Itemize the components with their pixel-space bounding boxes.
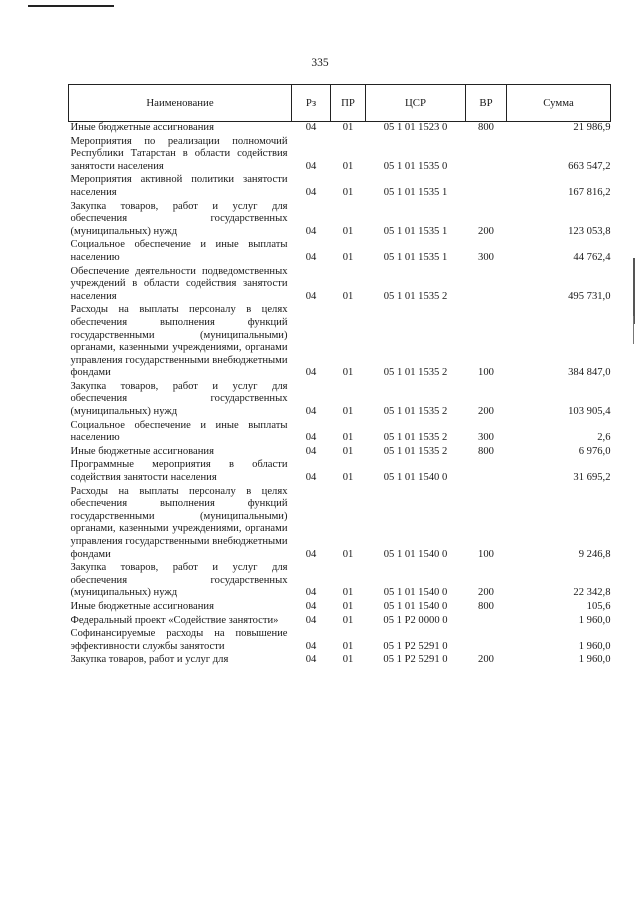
cell-rz: 04 [305, 472, 317, 484]
cell-pr: 01 [342, 600, 354, 612]
cell-csr: 05 1 01 1535 2 [383, 445, 448, 457]
cell-vr: 100 [478, 548, 494, 560]
page-number: 335 [311, 57, 329, 69]
cell-name: Расходы на выплаты персоналу в целях обеспечения выполнения функций государственными (муниципальными) органами, казенными учреждениями, органами управления государственными внебюджетными фондами [70, 485, 288, 560]
cell-sum: 44 762,4 [573, 251, 611, 263]
cell-pr: 01 [342, 225, 354, 237]
cell-rz: 04 [305, 600, 317, 612]
table-row [69, 174, 611, 200]
cell-name: Мероприятия по реализации полномочий Республики Татарстан в области содействия занятости населения [70, 135, 288, 172]
cell-vr: 800 [478, 122, 494, 133]
cell-name: Обеспечение деятельности подведомственных учреждений в области содействия занятости населения [70, 265, 288, 302]
cell-rz: 04 [305, 432, 317, 444]
cell-rz: 04 [305, 225, 317, 237]
table-row [69, 304, 611, 381]
table-row [69, 136, 611, 175]
cell-name: Социальное обеспечение и иные выплаты населению [70, 239, 288, 263]
cell-sum: 384 847,0 [568, 367, 611, 379]
cell-name: Иные бюджетные ассигнования [70, 122, 214, 133]
cell-pr: 01 [342, 548, 354, 560]
cell-rz: 04 [305, 640, 317, 652]
cell-sum: 167 816,2 [568, 186, 611, 198]
cell-csr: 05 1 01 1535 2 [383, 290, 448, 302]
cell-rz: 04 [305, 367, 317, 379]
cell-pr: 01 [342, 614, 354, 626]
cell-csr: 05 1 01 1535 1 [383, 251, 448, 263]
table-row [69, 615, 611, 629]
cell-name: Закупка товаров, работ и услуг для обеспечения государственных (муниципальных) нужд [70, 200, 288, 237]
cell-sum: 663 547,2 [568, 160, 611, 172]
cell-csr: 05 1 01 1540 0 [383, 600, 448, 612]
table-body [69, 122, 611, 668]
header-csr: ЦСР [366, 85, 466, 122]
cell-pr: 01 [342, 472, 354, 484]
cell-vr: 800 [478, 445, 494, 457]
cell-vr: 300 [478, 251, 494, 263]
scan-margin-mark [633, 316, 634, 344]
cell-rz: 04 [305, 614, 317, 626]
cell-vr [466, 136, 507, 175]
top-rule [28, 5, 114, 7]
table-row [69, 201, 611, 240]
cell-rz: 04 [305, 548, 317, 560]
header-vr: ВР [466, 85, 507, 122]
cell-csr: 05 1 P2 0000 0 [383, 614, 448, 626]
cell-vr [466, 628, 507, 654]
cell-name: Софинансируемые расходы на повышение эффективности службы занятости [70, 628, 288, 652]
cell-name: Закупка товаров, работ и услуг для [70, 654, 229, 666]
cell-rz: 04 [305, 290, 317, 302]
cell-pr: 01 [342, 186, 354, 198]
table-row [69, 420, 611, 446]
cell-csr: 05 1 01 1535 2 [383, 406, 448, 418]
cell-rz: 04 [305, 186, 317, 198]
table-row [69, 601, 611, 615]
table-row [69, 446, 611, 460]
cell-name: Мероприятия активной политики занятости населения [70, 174, 288, 198]
cell-name: Расходы на выплаты персоналу в целях обеспечения выполнения функций государственными (муниципальными) органами, казенными учреждениями, органами управления государственными внебюджетными фондами [70, 304, 288, 379]
cell-pr: 01 [342, 122, 354, 133]
cell-csr: 05 1 01 1540 0 [383, 472, 448, 484]
cell-rz: 04 [305, 654, 317, 666]
table-row [69, 239, 611, 265]
cell-csr: 05 1 01 1535 2 [383, 432, 448, 444]
cell-rz: 04 [305, 445, 317, 457]
cell-pr: 01 [342, 406, 354, 418]
cell-sum: 21 986,9 [573, 122, 611, 133]
table-row [69, 486, 611, 563]
cell-name: Иные бюджетные ассигнования [70, 445, 214, 457]
header-name: Наименование [69, 85, 292, 122]
budget-table [68, 84, 611, 668]
cell-csr: 05 1 01 1535 0 [383, 160, 448, 172]
table-row [69, 628, 611, 654]
cell-sum: 123 053,8 [568, 225, 611, 237]
cell-rz: 04 [305, 406, 317, 418]
cell-rz: 04 [305, 122, 317, 133]
table-row [69, 122, 611, 136]
table-header [69, 85, 611, 122]
cell-pr: 01 [342, 251, 354, 263]
cell-pr: 01 [342, 640, 354, 652]
cell-rz: 04 [305, 251, 317, 263]
cell-vr: 200 [478, 406, 494, 418]
table-row [69, 562, 611, 601]
cell-rz: 04 [305, 160, 317, 172]
cell-name: Закупка товаров, работ и услуг для обеспечения государственных (муниципальных) нужд [70, 380, 288, 418]
cell-vr [466, 174, 507, 200]
table-row [69, 266, 611, 305]
cell-sum: 103 905,4 [568, 406, 611, 418]
cell-csr: 05 1 01 1535 1 [383, 186, 448, 198]
cell-sum: 1 960,0 [578, 640, 611, 652]
cell-sum: 31 695,2 [573, 472, 611, 484]
cell-vr: 100 [478, 367, 494, 379]
cell-sum: 1 960,0 [578, 614, 611, 626]
cell-sum: 22 342,8 [573, 587, 611, 599]
cell-csr: 05 1 01 1535 1 [383, 225, 448, 237]
cell-name: Социальное обеспечение и иные выплаты населению [70, 419, 288, 444]
cell-csr: 05 1 01 1540 0 [383, 548, 448, 560]
cell-csr: 05 1 P2 5291 0 [383, 640, 448, 652]
cell-name: Программные мероприятия в области содействия занятости населения [70, 459, 288, 484]
cell-vr: 800 [478, 600, 494, 612]
cell-pr: 01 [342, 587, 354, 599]
cell-pr: 01 [342, 432, 354, 444]
cell-pr: 01 [342, 160, 354, 172]
table-row [69, 459, 611, 485]
cell-sum: 9 246,8 [578, 548, 611, 560]
cell-sum: 6 976,0 [578, 445, 611, 457]
cell-name: Иные бюджетные ассигнования [70, 600, 214, 612]
scan-margin-mark [633, 258, 635, 324]
header-pr: ПР [331, 85, 366, 122]
table-row [69, 381, 611, 420]
cell-pr: 01 [342, 654, 354, 666]
cell-csr: 05 1 01 1540 0 [383, 587, 448, 599]
cell-pr: 01 [342, 290, 354, 302]
cell-csr: 05 1 01 1523 0 [383, 122, 448, 133]
cell-sum: 495 731,0 [568, 290, 611, 302]
cell-vr [466, 266, 507, 305]
cell-vr [466, 459, 507, 485]
cell-vr: 200 [478, 225, 494, 237]
cell-pr: 01 [342, 367, 354, 379]
table-row [69, 654, 611, 668]
cell-vr: 200 [478, 587, 494, 599]
cell-vr: 200 [478, 654, 494, 666]
cell-rz: 04 [305, 587, 317, 599]
cell-pr: 01 [342, 445, 354, 457]
header-rz: Рз [292, 85, 331, 122]
cell-csr: 05 1 01 1535 2 [383, 367, 448, 379]
cell-sum: 105,6 [586, 600, 611, 612]
cell-sum: 2,6 [597, 432, 611, 444]
cell-vr [466, 615, 507, 629]
cell-name: Федеральный проект «Содействие занятости» [70, 614, 279, 626]
cell-vr: 300 [478, 432, 494, 444]
cell-sum: 1 960,0 [578, 654, 611, 666]
cell-csr: 05 1 P2 5291 0 [383, 654, 448, 666]
header-sum: Сумма [507, 85, 611, 122]
cell-name: Закупка товаров, работ и услуг для обеспечения государственных (муниципальных) нужд [70, 562, 288, 599]
